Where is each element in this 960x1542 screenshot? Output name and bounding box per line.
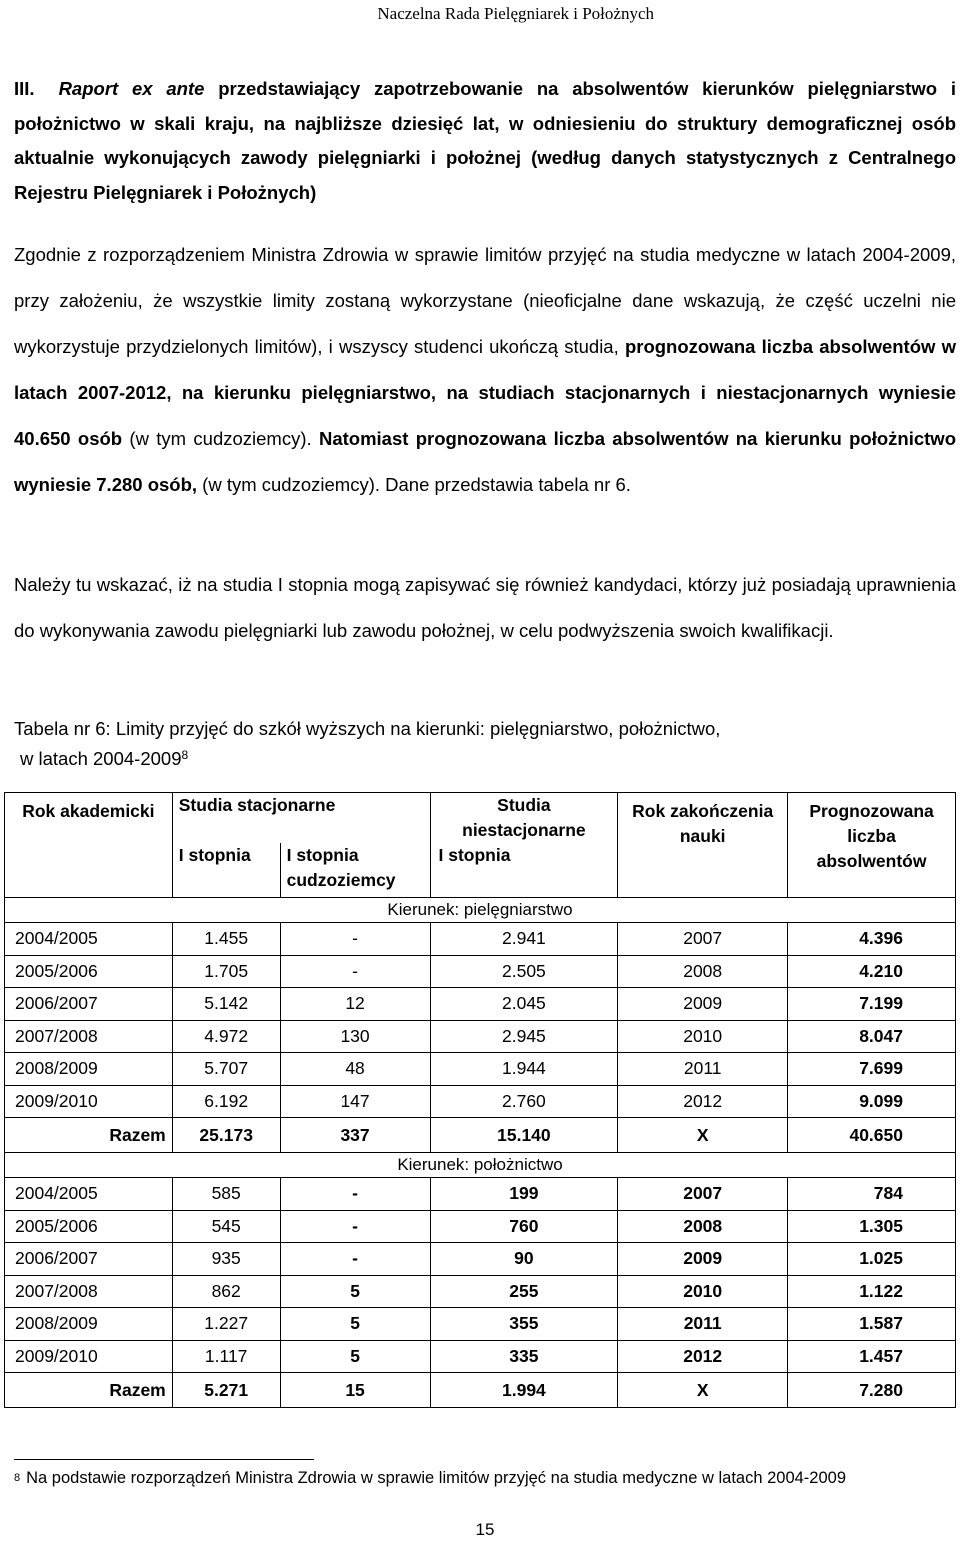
caption-years: w latach 2004-2009 <box>20 748 182 769</box>
table-row <box>5 1053 956 1086</box>
table-cell: 1.455 <box>172 923 280 956</box>
total-cell: 5.271 <box>172 1373 280 1408</box>
para1-bold-1: prognozowana liczba absolwentów w latach 2007-2012, na kierunku pielęgniarstwo, na studiach stacjonarnych i niestacjonarnych wyniesie 40.650 osób <box>14 336 956 449</box>
table-cell: 4.396 <box>788 923 956 956</box>
table-row <box>5 923 956 956</box>
table-row <box>5 1308 956 1341</box>
table-row <box>5 955 956 988</box>
table-cell: - <box>280 1178 430 1211</box>
table-cell: 8.047 <box>788 1020 956 1053</box>
section-title: przedstawiający zapotrzebowanie na absolwentów kierunków pielęgniarstwo i położnictwo w skali kraju, na najbliższe dziesięć lat, w odniesieniu do struktury demograficznej osób aktualnie wykonujących zawody pielęgniarki i położnej (według danych statystycznych z Centralnego Rejestru Pielęgniarek i Położnych) <box>14 78 956 203</box>
table-cell: 355 <box>430 1308 618 1341</box>
table-cell: 2008 <box>618 1210 788 1243</box>
table-cell: 2009/2010 <box>5 1085 173 1118</box>
para1-text-3: (w tym cudzoziemcy). Dane przedstawia tabela nr 6. <box>197 474 631 495</box>
table-cell: 1.305 <box>788 1210 956 1243</box>
table-caption <box>14 714 956 774</box>
table-cell: 2005/2006 <box>5 955 173 988</box>
table-cell: 48 <box>280 1053 430 1086</box>
total-cell: Razem <box>5 1373 173 1408</box>
table-cell: 4.972 <box>172 1020 280 1053</box>
table-cell: 2011 <box>618 1053 788 1086</box>
table-cell: 1.587 <box>788 1308 956 1341</box>
header-first-degree-ns: I stopnia <box>430 843 618 898</box>
footnote-number: 8 <box>14 1472 21 1484</box>
table-row <box>5 1178 956 1211</box>
table-cell: 2012 <box>618 1085 788 1118</box>
table-cell: 5.707 <box>172 1053 280 1086</box>
table-row <box>5 1340 956 1373</box>
table-cell: 935 <box>172 1243 280 1276</box>
table-cell: 5 <box>280 1308 430 1341</box>
paragraph-candidates: Należy tu wskazać, iż na studia I stopnia mogą zapisywać się również kandydaci, którzy już posiadają uprawnienia do wykonywania zawodu pielęgniarki lub zawodu położnej, w celu podwyższenia swoich kwalifikacji. <box>14 574 956 641</box>
total-cell: 15 <box>280 1373 430 1408</box>
table-cell: 1.457 <box>788 1340 956 1373</box>
table-cell: 5 <box>280 1340 430 1373</box>
table-cell: 1.122 <box>788 1275 956 1308</box>
table-cell: 130 <box>280 1020 430 1053</box>
caption-line-2 <box>14 744 956 774</box>
table-cell: 6.192 <box>172 1085 280 1118</box>
table-cell: 2009 <box>618 1243 788 1276</box>
table-cell: 7.699 <box>788 1053 956 1086</box>
section-title-italic: Raport ex ante <box>58 78 205 99</box>
nursing-section <box>5 898 956 1153</box>
table-cell: 2.941 <box>430 923 618 956</box>
table-cell: 2007 <box>618 1178 788 1211</box>
table-cell: 5.142 <box>172 988 280 1021</box>
table-cell: 199 <box>430 1178 618 1211</box>
table-cell: 2.045 <box>430 988 618 1021</box>
footnote <box>14 1466 944 1490</box>
page-number: 15 <box>475 1520 495 1539</box>
table-cell: 90 <box>430 1243 618 1276</box>
header-year: Rok akademicki <box>5 793 173 898</box>
section-number: III. <box>14 78 35 99</box>
table-row <box>5 1275 956 1308</box>
table-cell: 585 <box>172 1178 280 1211</box>
section-heading <box>14 72 956 210</box>
table-cell: 7.199 <box>788 988 956 1021</box>
section-label-midwifery: Kierunek: położnictwo <box>5 1153 956 1178</box>
table-row <box>5 1020 956 1053</box>
para1-text-2: (w tym cudzoziemcy). <box>122 428 319 449</box>
table-cell: 2.945 <box>430 1020 618 1053</box>
table-cell: 2004/2005 <box>5 1178 173 1211</box>
total-cell: 1.994 <box>430 1373 618 1408</box>
paragraph-forecast <box>14 232 956 508</box>
table-cell: 2008 <box>618 955 788 988</box>
footnote-separator <box>14 1459 314 1460</box>
table-cell: 1.227 <box>172 1308 280 1341</box>
table-cell: 2006/2007 <box>5 1243 173 1276</box>
table-cell: 255 <box>430 1275 618 1308</box>
table-cell: 1.705 <box>172 955 280 988</box>
admission-limits-table <box>4 792 956 1408</box>
header-end-year: Rok zakończenia nauki <box>618 793 788 898</box>
total-row <box>5 1373 956 1408</box>
header-first-degree: I stopnia <box>172 843 280 898</box>
total-cell: 40.650 <box>788 1118 956 1153</box>
table-cell: 2011 <box>618 1308 788 1341</box>
table-cell: 2009 <box>618 988 788 1021</box>
total-cell: Razem <box>5 1118 173 1153</box>
table-cell: 2.505 <box>430 955 618 988</box>
table-cell: 335 <box>430 1340 618 1373</box>
table-row <box>5 1210 956 1243</box>
table-cell: 5 <box>280 1275 430 1308</box>
footnote-ref: 8 <box>181 748 189 762</box>
footnote-text: Na podstawie rozporządzeń Ministra Zdrowia w sprawie limitów przyjęć na studia medyczne w latach 2004-2009 <box>26 1469 847 1487</box>
table-cell: 2007/2008 <box>5 1275 173 1308</box>
table-cell: - <box>280 1210 430 1243</box>
table-cell: 147 <box>280 1085 430 1118</box>
table-cell: 4.210 <box>788 955 956 988</box>
table-cell: 545 <box>172 1210 280 1243</box>
table-cell: 2008/2009 <box>5 1308 173 1341</box>
table-cell: 2010 <box>618 1020 788 1053</box>
para1-text-1: Zgodnie z rozporządzeniem Ministra Zdrowia w sprawie limitów przyjęć na studia medyczne w latach 2004-2009, przy założeniu, że wszystkie limity zostaną wykorzystane (nieoficjalne dane wskazują, że część uczelni nie wykorzystuje przydzielonych limitów), i wszyscy studenci ukończą studia, <box>14 244 956 357</box>
total-cell: 7.280 <box>788 1373 956 1408</box>
table-cell: 1.117 <box>172 1340 280 1373</box>
table-cell: 784 <box>788 1178 956 1211</box>
table-cell: 2.760 <box>430 1085 618 1118</box>
header-first-degree-foreign: I stopnia cudzoziemcy <box>280 843 430 898</box>
table-cell: 12 <box>280 988 430 1021</box>
header-stationary: Studia stacjonarne <box>172 793 430 844</box>
table-row <box>5 988 956 1021</box>
table-cell: 9.099 <box>788 1085 956 1118</box>
total-cell: X <box>618 1118 788 1153</box>
table-cell: 2009/2010 <box>5 1340 173 1373</box>
table-row <box>5 1085 956 1118</box>
table-cell: 2006/2007 <box>5 988 173 1021</box>
midwifery-section <box>5 1153 956 1408</box>
table-cell: 2007 <box>618 923 788 956</box>
running-header: Naczelna Rada Pielęgniarek i Położnych <box>377 4 654 23</box>
total-cell: 337 <box>280 1118 430 1153</box>
table-cell: 2007/2008 <box>5 1020 173 1053</box>
table-cell: 2005/2006 <box>5 1210 173 1243</box>
table-cell: 760 <box>430 1210 618 1243</box>
total-cell: X <box>618 1373 788 1408</box>
table-cell: 2004/2005 <box>5 923 173 956</box>
table-cell: 862 <box>172 1275 280 1308</box>
table-cell: - <box>280 1243 430 1276</box>
table-cell: 2008/2009 <box>5 1053 173 1086</box>
table-cell: 1.944 <box>430 1053 618 1086</box>
table-cell: - <box>280 955 430 988</box>
table-row <box>5 1243 956 1276</box>
para1-bold-2: Natomiast prognozowana liczba absolwentów na kierunku położnictwo wyniesie 7.280 osób, <box>14 428 957 495</box>
total-cell: 25.173 <box>172 1118 280 1153</box>
table-cell: 1.025 <box>788 1243 956 1276</box>
caption-line-1: Tabela nr 6: Limity przyjęć do szkół wyższych na kierunki: pielęgniarstwo, położnictwo, <box>14 718 721 739</box>
header-nonstationary: Studia niestacjonarne <box>430 793 618 844</box>
table-cell: 2010 <box>618 1275 788 1308</box>
table-cell: 2012 <box>618 1340 788 1373</box>
total-row <box>5 1118 956 1153</box>
header-forecast: Prognozowana liczba absolwentów <box>788 793 956 898</box>
table-cell: - <box>280 923 430 956</box>
total-cell: 15.140 <box>430 1118 618 1153</box>
section-label-nursing: Kierunek: pielęgniarstwo <box>5 898 956 923</box>
